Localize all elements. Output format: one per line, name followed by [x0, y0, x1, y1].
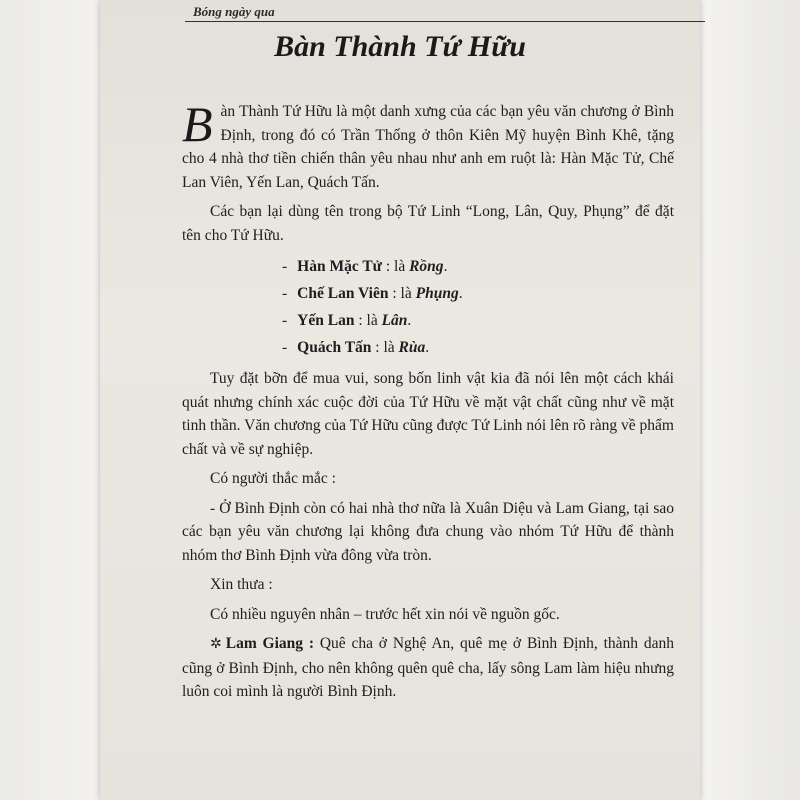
- lam-giang-text: Quê cha ở Nghệ An, quê mẹ ở Bình Định, thành danh cũng ở Bình Định, cho nên không quên quê cha, lấy sông Lam làm hiệu nhưng luôn coi mình là người Bình Định.: [182, 635, 674, 700]
- asterism-icon: ✲: [210, 637, 222, 652]
- paragraph-6: Xin thưa :: [210, 576, 273, 593]
- paragraph-7: Có nhiều nguyên nhân – trước hết xin nói về nguồn gốc.: [210, 605, 560, 623]
- paragraph-2: Các bạn lại dùng tên trong bộ Tứ Linh “Long, Lân, Quy, Phụng” để đặt tên cho Tứ Hữu.: [182, 203, 674, 244]
- page-header: [155, 2, 705, 24]
- intro-text: àn Thành Tứ Hữu là một danh xưng của các bạn yêu văn chương ở Bình Định, trong đó có Trần Thống ở thôn Kiên Mỹ huyện Bình Khê, tặng cho 4 nhà thơ tiền chiến thân yêu nhau như anh em ruột là: Hàn Mặc Tử, Chế Lan Viên, Yến Lan, Quách Tấn.: [182, 103, 674, 191]
- running-head: Bóng ngày qua: [193, 4, 275, 19]
- list-item: - Quách Tấn : là Rùa.: [282, 339, 430, 356]
- nickname-list: [182, 253, 674, 361]
- list-item: - Yến Lan : là Lân.: [282, 312, 412, 329]
- paragraph-4: Có người thắc mắc :: [210, 470, 336, 487]
- list-item: - Chế Lan Viên : là Phụng.: [282, 285, 463, 302]
- chapter-title: Bàn Thành Tứ Hữu: [274, 30, 526, 63]
- drop-cap: B: [182, 96, 213, 152]
- paragraph-3: Tuy đặt bỡn để mua vui, song bốn linh vật kia đã nói lên một cách khái quát nhưng chính xác cuộc đời của Tứ Hữu về mặt vật chất cũng như về mặt tinh thần. Văn chương của Tứ Hữu cũng được Tứ Linh nói lên rõ ràng về phẩm chất và về sự nghiệp.: [182, 370, 674, 458]
- paragraph-5: - Ở Bình Định còn có hai nhà thơ nữa là Xuân Diệu và Lam Giang, tại sao các bạn yêu văn chương lại không đưa chung vào nhóm Tứ Hữu để thành nhóm thơ Bình Định vừa đông vừa tròn.: [182, 499, 674, 564]
- intro-paragraph: [182, 96, 674, 194]
- lam-giang-label: Lam Giang :: [225, 635, 315, 652]
- list-item: - Hàn Mặc Tử : là Rồng.: [282, 258, 448, 275]
- page-body: [182, 96, 674, 710]
- paragraph-8: [182, 632, 674, 704]
- header-rule: [185, 21, 705, 22]
